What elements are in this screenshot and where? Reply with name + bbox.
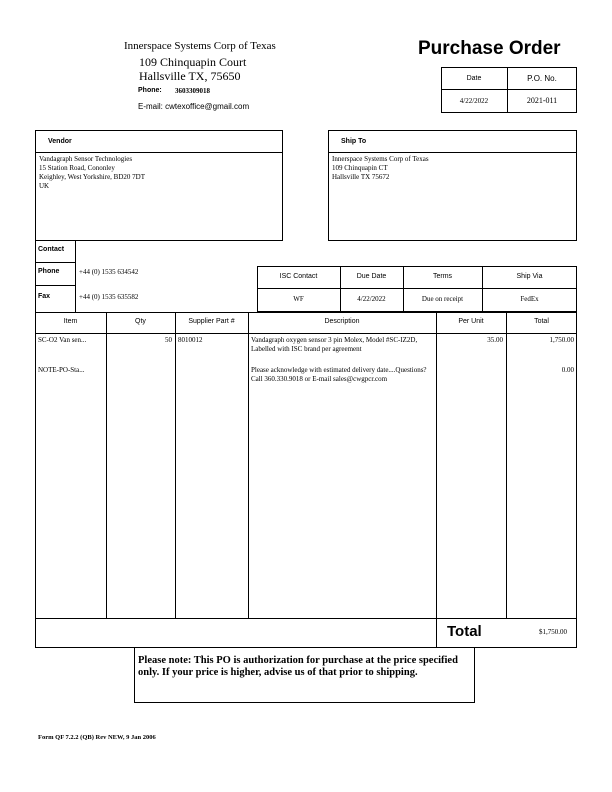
part-header: Supplier Part # (188, 318, 235, 325)
unit-price-cell: 35.00 (487, 336, 503, 344)
company-phone-label: Phone: (138, 87, 162, 94)
ship-via-header: Ship Via (516, 273, 543, 280)
date-label: Date (466, 75, 482, 82)
company-email: E-mail: cwtexoffice@gmail.com (138, 102, 250, 111)
ship-to-box (328, 130, 577, 241)
items-table (35, 312, 577, 648)
total-header: Total (534, 318, 549, 325)
isc-contact-value: WF (293, 295, 304, 303)
due-date-header: Due Date (356, 273, 387, 280)
vendor-phone: +44 (0) 1535 634542 (79, 268, 139, 276)
page-title: Purchase Order (418, 38, 561, 59)
contact-label: Contact (38, 246, 65, 253)
form-footer: Form QF 7.2.2 (QB) Rev NEW, 9 Jan 2006 (38, 734, 156, 741)
po-label: P.O. No. (527, 74, 557, 83)
phone-label: Phone (38, 268, 60, 275)
item-cell: SC-O2 Van sen... (38, 336, 87, 344)
grand-total: $1,750.00 (539, 628, 567, 636)
line-total-cell: 1,750.00 (549, 336, 574, 344)
date-value: 4/22/2022 (459, 97, 489, 105)
description-cell: Please acknowledge with estimated delivery date....Questions? Call 360.330.9018 or E-mail sales@cwgpcr.com (251, 366, 427, 383)
company-phone: 3603309018 (175, 87, 210, 95)
fax-label: Fax (38, 293, 51, 300)
per-unit-header: Per Unit (458, 318, 484, 325)
isc-contact-header: ISC Contact (279, 273, 318, 280)
total-label: Total (447, 623, 482, 640)
po-number: 2021-011 (526, 96, 558, 105)
item-cell: NOTE-PO-Sta... (38, 366, 85, 374)
company-street: 109 Chinquapin Court (139, 55, 247, 69)
ship-to-address: Innerspace Systems Corp of Texas 109 Chinquapin CT Hallsville TX 75672 (332, 155, 429, 181)
terms-header: Terms (432, 273, 453, 280)
part-cell: 8010012 (178, 336, 203, 344)
vendor-label: Vendor (48, 138, 72, 145)
vendor-fax: +44 (0) 1535 635582 (79, 293, 139, 301)
due-date-value: 4/22/2022 (357, 295, 386, 303)
price-note: Please note: This PO is authorization for purchase at the price specified only. If your price is higher, advise us of that prior to shipping. (138, 655, 458, 678)
description-cell: Vandagraph oxygen sensor 3 pin Molex, Model #SC-IZ2D, Labelled with ISC brand per agreement (251, 336, 418, 353)
company-name: Innerspace Systems Corp of Texas (124, 40, 276, 52)
ship-via-value: FedEx (520, 295, 539, 303)
terms-value: Due on receipt (421, 295, 464, 303)
company-city: Hallsville TX, 75650 (139, 69, 241, 83)
vendor-address: Vandagraph Sensor Technologies 15 Station Road, Cononley Keighley, West Yorkshire, BD20 7DT UK (39, 155, 145, 190)
description-header: Description (324, 318, 360, 325)
qty-cell: 50 (165, 336, 172, 344)
qty-header: Qty (135, 318, 146, 325)
ship-to-label: Ship To (341, 138, 367, 145)
line-total-cell: 0.00 (561, 366, 574, 374)
item-header: Item (63, 318, 78, 325)
